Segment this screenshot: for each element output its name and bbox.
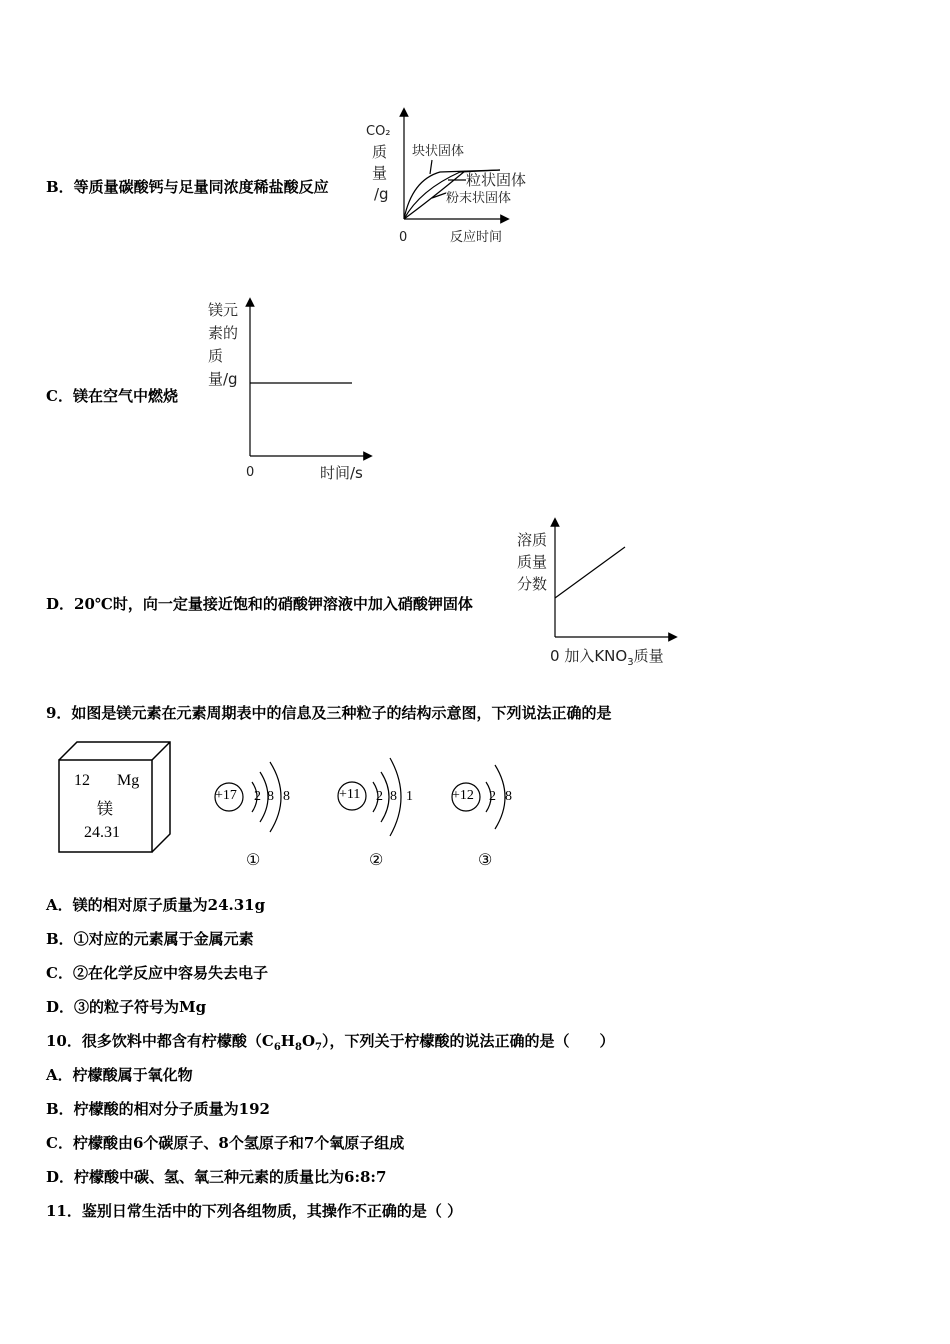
- x-label-sub: 3: [627, 657, 634, 668]
- q10-option-c: C．柠檬酸由6个碳原子、8个氢原子和7个氧原子组成: [46, 1134, 405, 1152]
- q11-stem: 11．鉴别日常生活中的下列各组物质，其操作不正确的是（ ）: [46, 1202, 463, 1220]
- shell: 2: [489, 789, 496, 804]
- y-label: 质: [372, 143, 388, 161]
- shell: 8: [283, 789, 290, 804]
- shell: 8: [267, 789, 274, 804]
- nucleus-charge: +12: [452, 788, 474, 803]
- y-label: CO₂: [366, 124, 391, 139]
- y-label: 溶质: [517, 531, 548, 549]
- shell: 2: [376, 789, 383, 804]
- shell: 2: [254, 789, 261, 804]
- particle-label: ①: [246, 852, 261, 869]
- x-label-text: 质量: [633, 647, 664, 665]
- q10-option-a: A．柠檬酸属于氧化物: [46, 1066, 193, 1084]
- q9-option-c: C．②在化学反应中容易失去电子: [46, 964, 268, 982]
- origin-label: 0: [550, 647, 560, 665]
- q9-option-a: A．镁的相对原子质量为24.31g: [46, 896, 266, 914]
- subscript: 6: [273, 1042, 281, 1053]
- formula-o: O: [301, 1032, 316, 1050]
- origin-label: 0: [399, 230, 408, 245]
- curve-label-block: 块状固体: [412, 144, 465, 159]
- shell: 1: [406, 789, 413, 804]
- x-label-text: 加入KNO: [564, 647, 628, 665]
- nucleus-charge: +17: [215, 788, 237, 803]
- graph-c: [250, 302, 368, 456]
- y-label: 素的: [208, 324, 239, 342]
- q10-option-b: B．柠檬酸的相对分子质量为192: [46, 1100, 270, 1118]
- q10-stem: [46, 1032, 615, 1057]
- atomic-number: 12: [74, 772, 90, 789]
- data-line: [555, 547, 625, 598]
- element-symbol: Mg: [117, 772, 140, 789]
- y-label: 量: [372, 164, 388, 182]
- origin-label: 0: [246, 465, 255, 480]
- stem-text: 10．很多饮料中都含有柠檬酸（C: [46, 1032, 274, 1050]
- q9-option-d: D．③的粒子符号为Mg: [46, 998, 207, 1016]
- subscript: 8: [294, 1042, 302, 1053]
- q9-option-b: B．①对应的元素属于金属元素: [46, 930, 254, 948]
- curve-label-powder: 粉末状固体: [446, 191, 512, 206]
- q8-option-c: C．镁在空气中燃烧: [46, 387, 178, 405]
- formula-h: H: [280, 1032, 295, 1050]
- atomic-mass: 24.31: [84, 824, 120, 841]
- subscript: 7: [315, 1042, 322, 1053]
- x-label: 反应时间: [450, 230, 503, 245]
- y-label: 质量: [517, 553, 548, 571]
- y-label: /g: [374, 185, 389, 203]
- shell: 8: [505, 789, 512, 804]
- q9-stem: 9．如图是镁元素在元素周期表中的信息及三种粒子的结构示意图，下列说法正确的是: [46, 704, 612, 722]
- nucleus-charge: +11: [339, 787, 361, 802]
- q10-option-d: D．柠檬酸中碳、氢、氧三种元素的质量比为6:8:7: [46, 1168, 387, 1186]
- x-label: [550, 646, 664, 673]
- y-label: 镁元: [208, 301, 239, 319]
- y-label: 分数: [517, 575, 548, 593]
- y-label: 质: [208, 347, 224, 365]
- q8-option-b: B．等质量碳酸钙与足量同浓度稀盐酸反应: [46, 178, 329, 196]
- q8-option-d: D．20℃时，向一定量接近饱和的硝酸钾溶液中加入硝酸钾固体: [46, 595, 473, 613]
- element-name: 镁: [97, 799, 114, 818]
- particle-label: ③: [478, 852, 493, 869]
- y-label: 量/g: [208, 370, 238, 388]
- particle-label: ②: [369, 852, 384, 869]
- x-label: 时间/s: [320, 464, 363, 482]
- graph-d: [555, 522, 673, 637]
- stem-text: ），下列关于柠檬酸的说法正确的是（ ）: [322, 1032, 615, 1050]
- curve-label-granule: 粒状固体: [466, 171, 527, 189]
- shell: 8: [390, 789, 397, 804]
